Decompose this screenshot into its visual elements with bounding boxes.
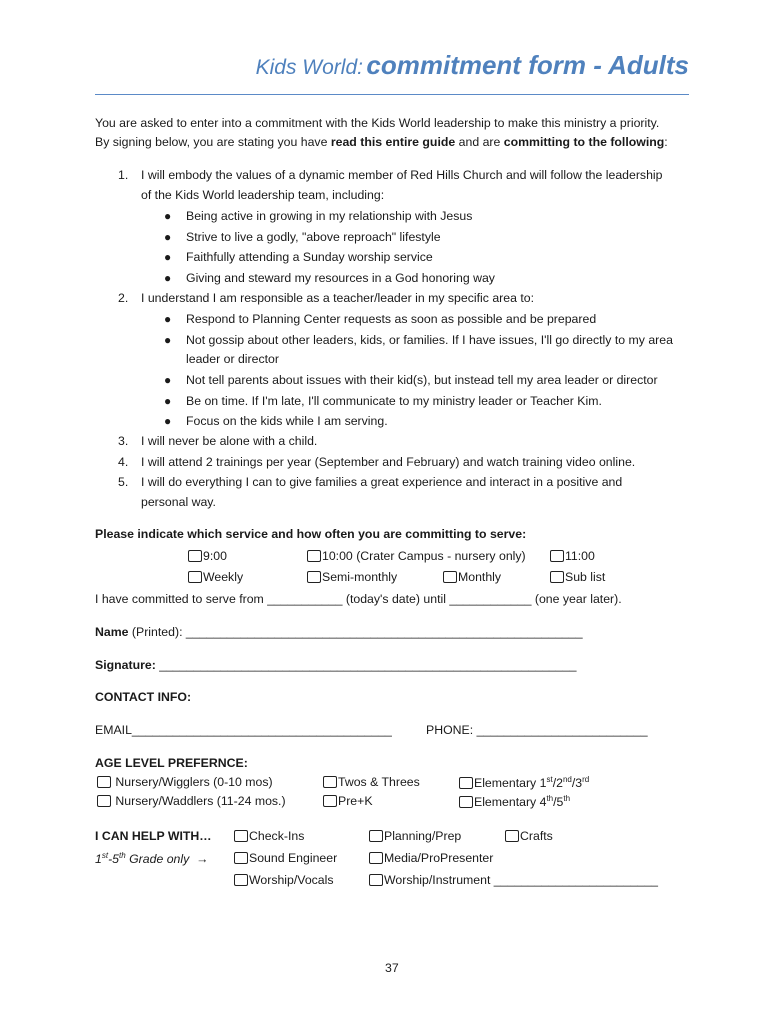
- checkbox-icon[interactable]: [443, 571, 457, 583]
- checkbox-icon[interactable]: [369, 830, 383, 842]
- frequency-monthly[interactable]: [443, 570, 501, 584]
- intro-bold-guide: read this entire guide: [330, 135, 456, 149]
- checkbox-icon[interactable]: [234, 874, 248, 886]
- item-2-bullet-3: Not tell parents about issues with their kid(s), but instead tell my area leader or director: [186, 373, 658, 387]
- intro-text-a: By signing below, you are stating you have: [95, 135, 331, 149]
- intro-line-1: You are asked to enter into a commitment with the Kids World leadership to make this ministry a priority.: [95, 116, 660, 130]
- frequency-weekly-label: Weekly: [203, 570, 244, 584]
- age-prek-label: Pre+K: [338, 794, 373, 808]
- item-1-bullet-3: Faithfully attending a Sunday worship service: [186, 250, 433, 264]
- checkbox-icon[interactable]: [188, 550, 202, 562]
- frequency-weekly[interactable]: [188, 570, 243, 584]
- item-2-bullet-1: Respond to Planning Center requests as soon as possible and be prepared: [186, 312, 597, 326]
- age-heading: AGE LEVEL PREFERNCE:: [95, 756, 248, 770]
- checkbox-icon[interactable]: [234, 830, 248, 842]
- item-2-bullet-2b: leader or director: [186, 352, 279, 366]
- grade-c: Grade only: [125, 852, 190, 866]
- elem-b-base: Elementary 4: [474, 795, 547, 809]
- item-5-line-1: I will do everything I can to give families a great experience and interact in a positive and: [141, 475, 623, 489]
- signature-field[interactable]: [95, 658, 576, 672]
- bullet-icon: ●: [164, 271, 172, 285]
- service-heading: Please indicate which service and how often you are committing to serve:: [95, 527, 527, 541]
- checkbox-icon[interactable]: [97, 795, 111, 807]
- bullet-icon: ●: [164, 333, 172, 347]
- checkbox-icon[interactable]: [369, 874, 383, 886]
- signature-line: _____________________________________________________________: [155, 658, 577, 672]
- age-twos-threes[interactable]: [323, 775, 420, 789]
- checkbox-icon[interactable]: [550, 571, 564, 583]
- checkbox-icon[interactable]: [307, 550, 321, 562]
- checkbox-icon[interactable]: [234, 852, 248, 864]
- elem-a-sup3: rd: [582, 775, 590, 784]
- title-divider: [95, 94, 689, 95]
- service-time-9-label: 9:00: [203, 549, 227, 563]
- checkbox-icon[interactable]: [323, 776, 337, 788]
- service-time-11[interactable]: [550, 549, 595, 563]
- service-time-10-label: 10:00 (Crater Campus - nursery only): [322, 549, 526, 563]
- grade-note: [95, 851, 208, 866]
- arrow-right-icon: →: [196, 852, 209, 866]
- bullet-icon: ●: [164, 312, 172, 326]
- age-nursery-wigglers[interactable]: [97, 775, 273, 789]
- item-4-line-1: I will attend 2 trainings per year (September and February) and watch training video online.: [141, 455, 636, 469]
- item-1-line-2: of the Kids World leadership team, including:: [141, 188, 385, 202]
- item-4-number: 4.: [118, 455, 129, 469]
- checkbox-icon[interactable]: [307, 571, 321, 583]
- elem-b-sup1: th: [546, 794, 554, 803]
- help-crafts[interactable]: [505, 829, 553, 843]
- item-1-number: 1.: [118, 168, 129, 182]
- age-prek[interactable]: [323, 794, 373, 808]
- grade-a: 1: [95, 852, 102, 866]
- service-time-10[interactable]: [307, 549, 526, 563]
- item-1-bullet-4: Giving and steward my resources in a God honoring way: [186, 271, 495, 285]
- elem-a-sup2: nd: [562, 775, 572, 784]
- help-planning-prep[interactable]: [369, 829, 461, 843]
- item-3-number: 3.: [118, 434, 129, 448]
- bullet-icon: ●: [164, 250, 172, 264]
- elem-a-base: Elementary 1: [474, 776, 547, 790]
- committed-date-line[interactable]: I have committed to serve from ___________ (today's date) until ____________ (one year later).: [95, 592, 622, 606]
- help-worship-instrument-label: Worship/Instrument ________________________: [384, 873, 658, 887]
- help-worship-vocals[interactable]: [234, 873, 334, 887]
- page-number: 37: [385, 961, 399, 975]
- item-3-line-1: I will never be alone with a child.: [141, 434, 318, 448]
- item-2-bullet-5: Focus on the kids while I am serving.: [186, 414, 388, 428]
- name-line: (Printed): __________________________________________________________: [128, 625, 583, 639]
- grade-b: -5: [108, 852, 120, 866]
- intro-line-2: [95, 135, 668, 149]
- item-5-number: 5.: [118, 475, 129, 489]
- item-2-bullet-4: Be on time. If I'm late, I'll communicate to my ministry leader or Teacher Kim.: [186, 394, 602, 408]
- item-1-line-1: I will embody the values of a dynamic member of Red Hills Church and will follow the leadership: [141, 168, 663, 182]
- help-sound-engineer[interactable]: [234, 851, 337, 865]
- frequency-sub-list[interactable]: [550, 570, 605, 584]
- age-nursery-waddlers-label: Nursery/Waddlers (11-24 mos.): [115, 794, 286, 808]
- item-1-bullet-2: Strive to live a godly, "above reproach" lifestyle: [186, 230, 441, 244]
- frequency-sub-list-label: Sub list: [565, 570, 606, 584]
- phone-field[interactable]: PHONE: _________________________: [426, 723, 648, 737]
- name-label: Name: [95, 625, 129, 639]
- frequency-monthly-label: Monthly: [458, 570, 502, 584]
- item-2-number: 2.: [118, 291, 129, 305]
- checkbox-icon[interactable]: [188, 571, 202, 583]
- checkbox-icon[interactable]: [459, 796, 473, 808]
- age-elementary-4-5[interactable]: [459, 794, 570, 809]
- elem-a-sep2: /3: [571, 776, 583, 790]
- checkbox-icon[interactable]: [97, 776, 111, 788]
- help-media-label: Media/ProPresenter: [384, 851, 494, 865]
- help-check-ins[interactable]: [234, 829, 304, 843]
- checkbox-icon[interactable]: [550, 550, 564, 562]
- title-prefix: Kids World:: [255, 56, 363, 79]
- age-nursery-wigglers-label: Nursery/Wigglers (0-10 mos): [115, 775, 273, 789]
- service-time-9[interactable]: [188, 549, 227, 563]
- help-check-ins-label: Check-Ins: [249, 829, 305, 843]
- item-2-bullet-2a: Not gossip about other leaders, kids, or families. If I have issues, I'll go directly to my area: [186, 333, 673, 347]
- elem-b-sep1: /5: [553, 795, 564, 809]
- name-field[interactable]: [95, 625, 583, 639]
- checkbox-icon[interactable]: [459, 777, 473, 789]
- email-field[interactable]: EMAIL______________________________________: [95, 723, 392, 737]
- bullet-icon: ●: [164, 373, 172, 387]
- help-media-propresenter[interactable]: [369, 851, 493, 865]
- bullet-icon: ●: [164, 230, 172, 244]
- contact-heading: CONTACT INFO:: [95, 690, 192, 704]
- elem-b-sup2: th: [563, 794, 571, 803]
- frequency-semi-monthly-label: Semi-monthly: [322, 570, 398, 584]
- age-twos-threes-label: Twos & Threes: [338, 775, 420, 789]
- intro-text-e: :: [664, 135, 668, 149]
- title-main: commitment form - Adults: [366, 50, 689, 80]
- intro-bold-commit: committing to the following: [503, 135, 665, 149]
- bullet-icon: ●: [164, 209, 172, 223]
- help-heading: I CAN HELP WITH…: [95, 829, 212, 843]
- age-nursery-waddlers[interactable]: [97, 794, 286, 808]
- help-worship-vocals-label: Worship/Vocals: [249, 873, 334, 887]
- signature-label: Signature:: [95, 658, 156, 672]
- elem-a-sep1: /2: [552, 776, 563, 790]
- checkbox-icon[interactable]: [323, 795, 337, 807]
- help-sound-engineer-label: Sound Engineer: [249, 851, 338, 865]
- grade-sup1: st: [101, 851, 109, 860]
- intro-text-c: and are: [455, 135, 504, 149]
- service-time-11-label: 11:00: [565, 549, 595, 563]
- frequency-semi-monthly[interactable]: [307, 570, 397, 584]
- grade-sup2: th: [119, 851, 126, 860]
- help-crafts-label: Crafts: [520, 829, 553, 843]
- item-1-bullet-1: Being active in growing in my relationship with Jesus: [186, 209, 473, 223]
- checkbox-icon[interactable]: [369, 852, 383, 864]
- page-title: [256, 50, 689, 81]
- bullet-icon: ●: [164, 394, 172, 408]
- help-worship-instrument[interactable]: [369, 873, 658, 887]
- help-planning-prep-label: Planning/Prep: [384, 829, 462, 843]
- item-5-line-2: personal way.: [141, 495, 216, 509]
- item-2-line-1: I understand I am responsible as a teacher/leader in my specific area to:: [141, 291, 535, 305]
- elem-a-sup1: st: [546, 775, 553, 784]
- checkbox-icon[interactable]: [505, 830, 519, 842]
- age-elementary-1-3[interactable]: [459, 775, 589, 790]
- bullet-icon: ●: [164, 414, 172, 428]
